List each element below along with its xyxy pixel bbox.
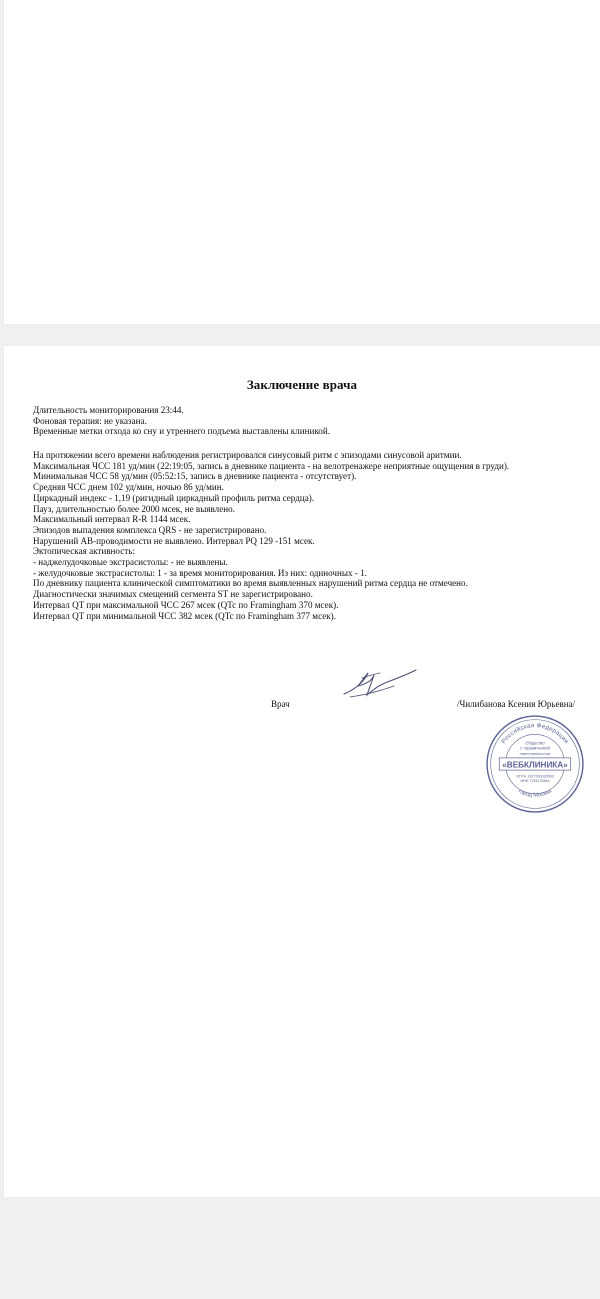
time-marks-line: Временные метки отхода ко сну и утреннего подъема выставлены клиникой.: [33, 426, 330, 437]
body-line: На протяжении всего времени наблюдения регистрировался синусовый ритм с эпизодами синусовой аритмии.: [33, 450, 462, 460]
body-line: Максимальная ЧСС 181 уд/мин (22:19:05, запись в дневнике пациента - на велотренажере неприятные ощущения в груди).: [33, 460, 510, 471]
body-line: Интервал QT при максимальной ЧСС 267 мсек (QTc по Framingham 370 мсек).: [33, 599, 339, 610]
clinic-stamp: [484, 713, 586, 815]
svg-text:город Москва: [517, 788, 553, 799]
body-line: Диагностически значимых смещений сегмента ST не зарегистрировано.: [33, 589, 313, 600]
body-line: Пауз, длительностью более 2000 мсек, не выявлено.: [33, 503, 235, 514]
stamp-inner-line: Общество: [525, 740, 545, 746]
body-line: Средняя ЧСС днем 102 уд/мин, ночью 86 уд/мин.: [33, 482, 224, 493]
doctor-name: /Чилибанова Ксения Юрьевна/: [457, 699, 576, 709]
doctor-label: Врач: [271, 699, 290, 709]
body-line: - наджелудочковые экстрасистолы: - не выявлены.: [33, 557, 228, 568]
intro-block: [33, 405, 593, 437]
stamp-inn: ИНН 7751176364: [520, 778, 550, 783]
stamp-top-text: Российская Федерация: [500, 722, 570, 746]
monitoring-duration-line: Длительность мониторирования 23:44.: [33, 405, 184, 415]
stamp-clinic-name: «ВЕБКЛИНИКА»: [502, 760, 568, 770]
background-therapy-line: Фоновая терапия: не указана.: [33, 415, 147, 426]
body-line: Интервал QT при минимальной ЧСС 382 мсек (QTc по Framingham 377 мсек).: [33, 610, 336, 621]
stamp-inner-line: ответственностью: [519, 751, 551, 756]
body-line: Нарушений АВ-проводимости не выявлено. Интервал PQ 129 -151 мсек.: [33, 535, 315, 546]
body-line: Циркадный индекс - 1,19 (ригидный циркадный профиль ритма сердца).: [33, 492, 315, 503]
body-line: Эпизодов выпадения комплекса QRS - не зарегистрировано.: [33, 524, 267, 535]
stamp-inner-line: с ограниченной: [520, 745, 550, 751]
conclusion-body: [33, 450, 593, 621]
stamp-bottom-text: город Москва: [517, 788, 553, 799]
body-line: По дневнику пациента клинической симптоматики во время выявленных нарушений ритма сердца не отмечено.: [33, 578, 468, 589]
body-line: Эктопическая активность:: [33, 546, 135, 557]
body-line: Максимальный интервал R-R 1144 мсек.: [33, 514, 191, 525]
page-title: Заключение врача: [246, 377, 358, 392]
stamp-ogrn: ОГРН 1207700039593: [516, 774, 554, 779]
doctor-signature: [338, 664, 418, 704]
document-page: [4, 346, 600, 1197]
body-line: Минимальная ЧСС 58 уд/мин (05:52:15, запись в дневнике пациента - отсутствует).: [33, 471, 357, 482]
body-line: - желудочковые экстрасистолы: 1 - за время мониторирования. Из них: одиночных - 1.: [33, 567, 367, 578]
blank-page-top: [4, 0, 600, 324]
